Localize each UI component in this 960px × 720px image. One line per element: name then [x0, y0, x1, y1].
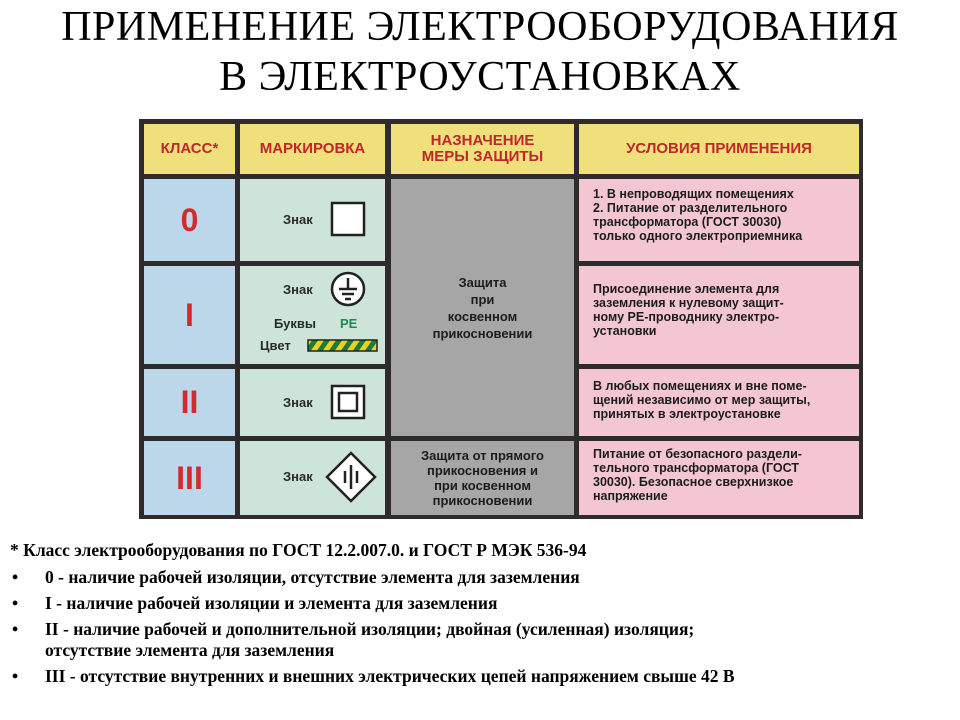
sign-label: Знак: [283, 282, 313, 297]
protection-direct-line: прикосновении: [432, 493, 533, 508]
footnote-list: [10, 567, 954, 687]
conditions-line: принятых в электроустановке: [593, 407, 781, 421]
header-class: КЛАСС*: [144, 124, 235, 174]
conditions-class-3: [579, 441, 859, 515]
class-0: 0: [144, 179, 235, 261]
list-item: [10, 567, 954, 588]
header-protection: [391, 124, 574, 174]
list-item: [10, 666, 954, 687]
protection-indirect-line: косвенном: [447, 308, 518, 324]
class-2: II: [144, 369, 235, 436]
footnote-text: I - наличие рабочей изоляции и элемента для заземления: [45, 593, 498, 613]
class-1: I: [144, 266, 235, 364]
conditions-line: заземления к нулевому защит-: [593, 296, 784, 310]
marking-class-2: [240, 369, 385, 436]
bullet: •: [12, 567, 19, 587]
bullet: •: [12, 666, 19, 686]
ground-circle-icon: [329, 270, 367, 308]
list-item: [10, 593, 954, 614]
conditions-line: 2. Питание от разделительного: [593, 201, 788, 215]
conditions-line: только одного электроприемника: [593, 229, 803, 243]
conditions-line: напряжение: [593, 489, 668, 503]
header-conditions: УСЛОВИЯ ПРИМЕНЕНИЯ: [579, 124, 859, 174]
title-line-2: В ЭЛЕКТРОУСТАНОВКАХ: [219, 54, 741, 100]
protection-indirect-line: Защита: [458, 274, 507, 290]
conditions-line: 1. В непроводящих помещениях: [593, 187, 794, 201]
marking-class-1: [240, 266, 385, 364]
conditions-line: тельного трансформатора (ГОСТ: [593, 461, 799, 475]
conditions-line: Питание от безопасного раздели-: [593, 447, 802, 461]
protection-direct-line: при косвенном: [434, 478, 531, 493]
footnote-text: III - отсутствие внутренних и внешних электрических цепей напряжением свыше 42 В: [45, 666, 735, 686]
sign-label: Знак: [283, 469, 313, 484]
conditions-line: ному PE-проводнику электро-: [593, 310, 780, 324]
page-title: [0, 2, 960, 102]
color-label: Цвет: [260, 338, 291, 353]
title-line-1: ПРИМЕНЕНИЕ ЭЛЕКТРООБОРУДОВАНИЯ: [61, 4, 899, 50]
footnotes: [10, 540, 954, 692]
header-marking: МАРКИРОВКА: [240, 124, 385, 174]
protection-indirect: [391, 179, 574, 436]
diamond-transformer-icon: [325, 451, 377, 503]
footnote-text: 0 - наличие рабочей изоляции, отсутствие элемента для заземления: [45, 567, 580, 587]
conditions-class-2: [579, 369, 859, 436]
conditions-line: установки: [593, 324, 657, 338]
letters-label: Буквы: [274, 316, 317, 331]
protection-indirect-line: прикосновении: [432, 325, 533, 341]
classes-table: [139, 119, 863, 519]
footnote-text: II - наличие рабочей и дополнительной изоляции; двойная (усиленная) изоляция;: [45, 619, 695, 639]
conditions-line: Присоединение элемента для: [593, 282, 780, 296]
conditions-class-0: [579, 179, 859, 261]
header-protection-line-2: МЕРЫ ЗАЩИТЫ: [421, 148, 544, 165]
marking-class-3: [240, 441, 385, 515]
protection-direct-line: прикосновения и: [427, 463, 538, 478]
conditions-line: В любых помещениях и вне поме-: [593, 379, 807, 393]
footnote-header: * Класс электрооборудования по ГОСТ 12.2.007.0. и ГОСТ Р МЭК 536-94: [10, 540, 587, 560]
protection-direct: [391, 441, 574, 515]
letters-value: PE: [340, 316, 358, 331]
conditions-line: щений независимо от мер защиты,: [593, 393, 811, 407]
empty-square-icon: [330, 201, 366, 237]
class-3: III: [144, 441, 235, 515]
conditions-class-1: [579, 266, 859, 364]
yellow-green-stripe-icon: [307, 339, 378, 352]
footnote-text: отсутствие элемента для заземления: [45, 640, 335, 660]
list-item: [10, 619, 954, 661]
protection-direct-line: Защита от прямого: [421, 448, 544, 463]
bullet: •: [12, 619, 19, 639]
conditions-line: 30030). Безопасное сверхнизкое: [593, 475, 794, 489]
protection-indirect-line: при: [470, 291, 495, 307]
marking-class-0: [240, 179, 385, 261]
sign-label: Знак: [283, 212, 313, 227]
bullet: •: [12, 593, 19, 613]
header-protection-line-1: НАЗНАЧЕНИЕ: [430, 132, 535, 149]
double-square-icon: [330, 384, 366, 420]
sign-label: Знак: [283, 395, 313, 410]
conditions-line: трансформатора (ГОСТ 30030): [593, 215, 782, 229]
